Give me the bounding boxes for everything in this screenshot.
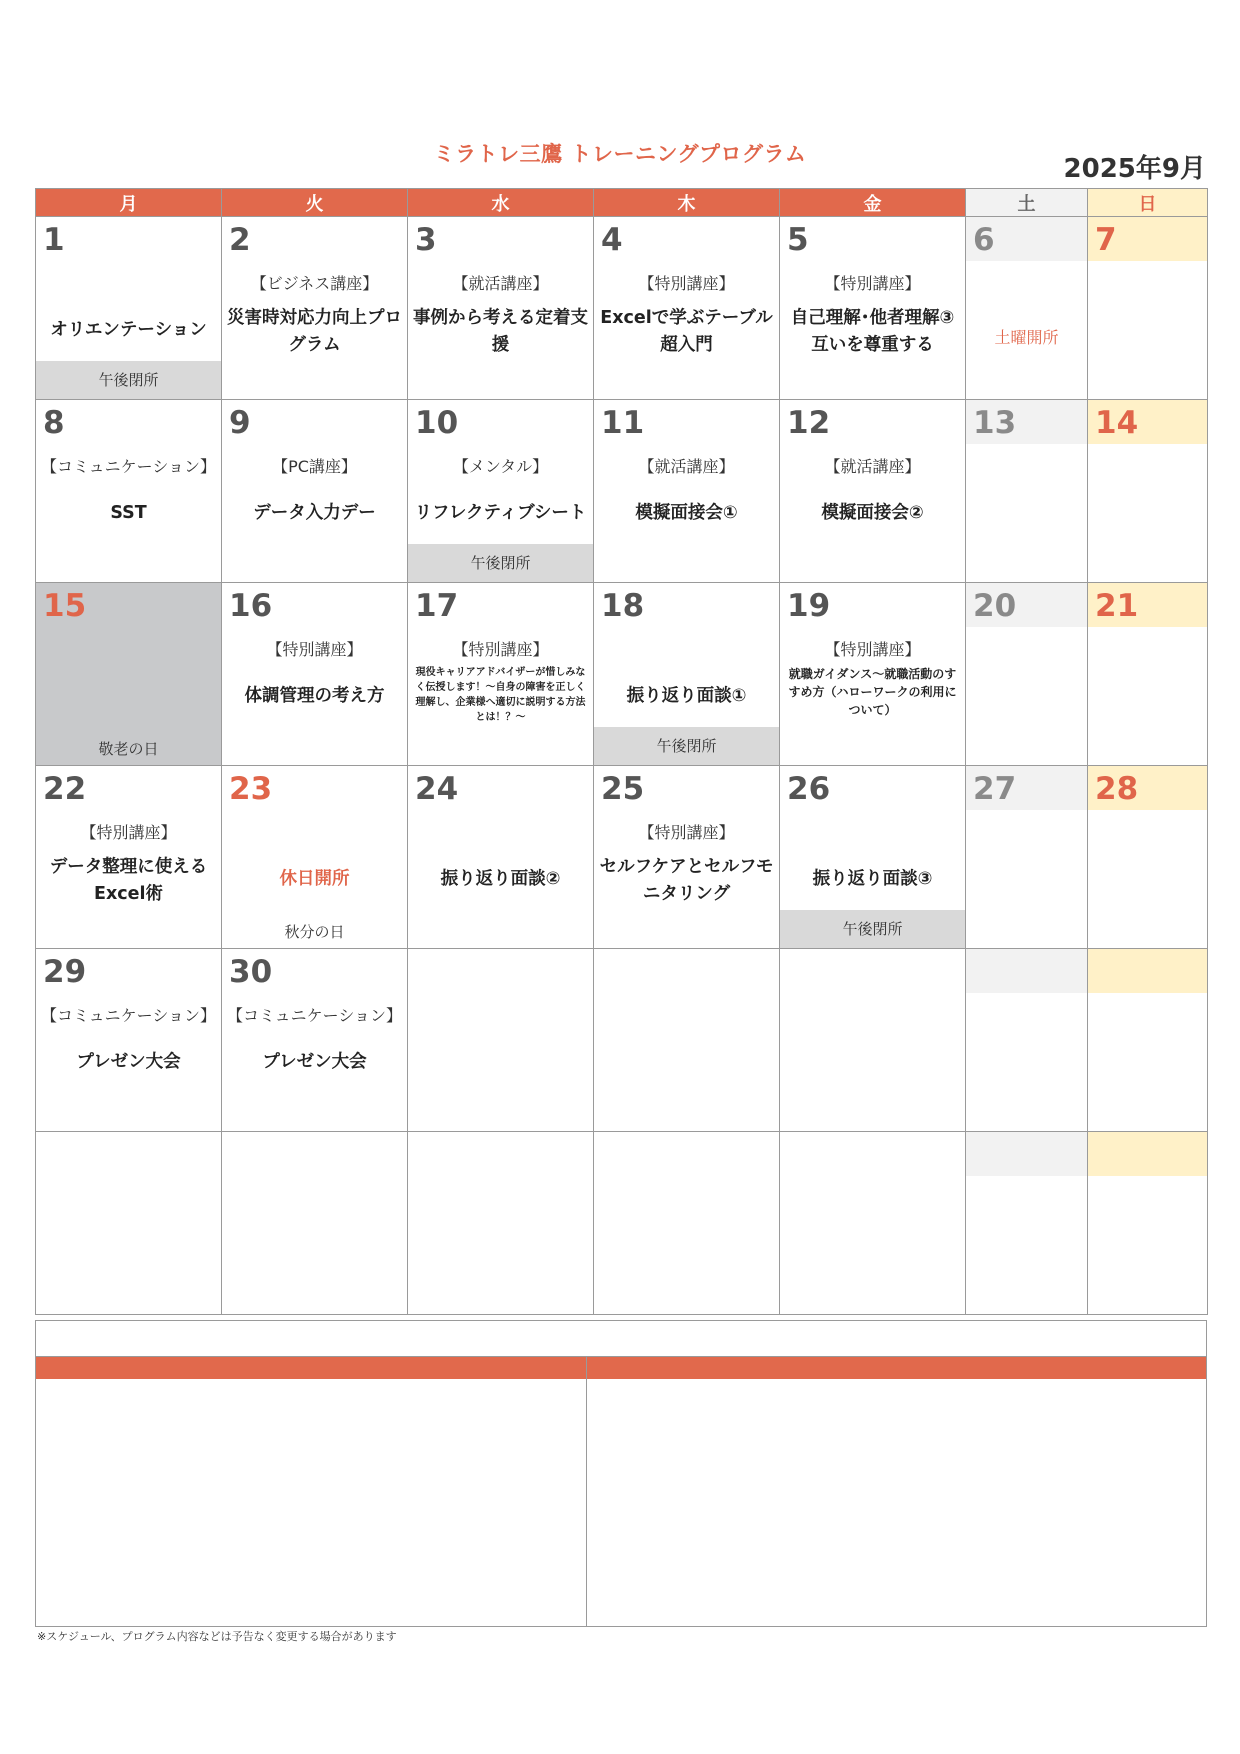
calendar-grid (35, 188, 1208, 1315)
program-title: Excelで学ぶテーブル超入門 (600, 308, 773, 355)
notes-box-left (35, 1356, 587, 1627)
program-title: 振り返り面談③ (812, 869, 933, 889)
program-title: 現役キャリアアドバイザーが惜しみなく伝授します！～自身の障害を正しく理解し、企業様へ適切に説明する方法とは！？～ (415, 667, 586, 723)
sunday-band (1088, 949, 1207, 993)
day-cell-4[interactable] (594, 217, 780, 400)
day-cell-17[interactable] (408, 583, 594, 766)
day-cell-6[interactable] (966, 217, 1088, 400)
day-cell-21[interactable] (1088, 583, 1208, 766)
day-cell-8[interactable] (36, 400, 222, 583)
week-row-3 (36, 583, 1208, 766)
program-title: プレゼン大会 (262, 1052, 367, 1072)
program-category: 【特別講座】 (824, 274, 921, 293)
program-title: 自己理解･他者理解③互いを尊重する (790, 308, 955, 355)
program-title: 振り返り面談① (626, 686, 747, 706)
program-title: 就職ガイダンス～就職活動のすすめ方（ハローワークの利用について） (788, 667, 957, 717)
holiday-name: 敬老の日 (98, 740, 159, 758)
day-cell-7[interactable] (1088, 217, 1208, 400)
closed-note: 午後閉所 (36, 361, 221, 399)
closed-note: 午後閉所 (780, 910, 965, 948)
empty-cell (408, 949, 594, 1132)
day-number: 13 (973, 405, 1017, 441)
day-cell-22[interactable] (36, 766, 222, 949)
program-category: 【特別講座】 (824, 640, 921, 659)
day-number: 2 (229, 222, 251, 258)
weekday-sun: 日 (1088, 189, 1208, 217)
program-title: 事例から考える定着支援 (413, 308, 588, 355)
day-cell-27[interactable] (966, 766, 1088, 949)
day-number: 9 (229, 405, 251, 441)
program-category: 【特別講座】 (638, 274, 735, 293)
day-cell-26[interactable] (780, 766, 966, 949)
page-title: ミラトレ三鷹 トレーニングプログラム (433, 142, 807, 166)
program-category: 【特別講座】 (638, 823, 735, 842)
weekday-wed: 水 (408, 189, 594, 217)
empty-cell (780, 1132, 966, 1315)
day-cell-20[interactable] (966, 583, 1088, 766)
day-cell-12[interactable] (780, 400, 966, 583)
day-cell-18[interactable] (594, 583, 780, 766)
program-category: 【ビジネス講座】 (250, 274, 379, 293)
weekday-sat: 土 (966, 189, 1088, 217)
empty-cell (594, 1132, 780, 1315)
program-category: 【特別講座】 (80, 823, 177, 842)
weekday-fri: 金 (780, 189, 966, 217)
program-category: 【就活講座】 (824, 457, 921, 476)
day-cell-24[interactable] (408, 766, 594, 949)
program-category: 【コミュニケーション】 (40, 1006, 217, 1025)
week-row-1 (36, 217, 1208, 400)
day-cell-23[interactable] (222, 766, 408, 949)
day-cell-25[interactable] (594, 766, 780, 949)
program-title: 体調管理の考え方 (244, 686, 385, 706)
day-cell-3[interactable] (408, 217, 594, 400)
program-title: オリエンテーション (50, 320, 207, 340)
day-number: 23 (229, 771, 273, 807)
holiday-name: 秋分の日 (284, 923, 345, 941)
week-row-5 (36, 949, 1208, 1132)
day-number: 25 (601, 771, 645, 807)
day-number: 27 (973, 771, 1017, 807)
day-cell-14[interactable] (1088, 400, 1208, 583)
day-number: 29 (43, 954, 87, 990)
notes-box-header (36, 1357, 586, 1379)
program-category: 【特別講座】 (266, 640, 363, 659)
day-cell-1[interactable] (36, 217, 222, 400)
program-title: SST (110, 503, 147, 523)
day-number: 26 (787, 771, 831, 807)
day-cell-9[interactable] (222, 400, 408, 583)
program-title: セルフケアとセルフモニタリング (599, 857, 774, 904)
day-number: 17 (415, 588, 459, 624)
program-title: データ入力デー (253, 503, 376, 523)
footnote: ※スケジュール、プログラム内容などは予告なく変更する場合があります (37, 1630, 397, 1643)
day-cell-29[interactable] (36, 949, 222, 1132)
closed-note: 午後閉所 (408, 544, 593, 582)
program-title: 災害時対応力向上プログラム (227, 308, 402, 355)
open-note: 土曜開所 (994, 328, 1059, 347)
notes-box-right (586, 1356, 1207, 1627)
program-title: 模擬面接会② (821, 503, 924, 523)
day-number: 11 (601, 405, 645, 441)
saturday-band (966, 949, 1087, 993)
day-number: 5 (787, 222, 809, 258)
day-cell-19[interactable] (780, 583, 966, 766)
sunday-band (1088, 1132, 1207, 1176)
day-number: 12 (787, 405, 831, 441)
empty-sun-cell (1088, 1132, 1208, 1315)
day-number: 3 (415, 222, 437, 258)
weekday-thu: 木 (594, 189, 780, 217)
saturday-band (966, 1132, 1087, 1176)
program-category: 【就活講座】 (452, 274, 549, 293)
day-cell-30[interactable] (222, 949, 408, 1132)
day-number: 16 (229, 588, 273, 624)
program-category: 【メンタル】 (452, 457, 549, 476)
weekday-header-row (36, 189, 1208, 217)
empty-sat-cell (966, 949, 1088, 1132)
day-number: 6 (973, 222, 995, 258)
day-cell-5[interactable] (780, 217, 966, 400)
day-cell-28[interactable] (1088, 766, 1208, 949)
day-number: 28 (1095, 771, 1139, 807)
empty-cell (408, 1132, 594, 1315)
day-number: 4 (601, 222, 623, 258)
day-number: 18 (601, 588, 645, 624)
day-number: 15 (43, 588, 87, 624)
program-category: 【コミュニケーション】 (226, 1006, 403, 1025)
program-title: 模擬面接会① (635, 503, 738, 523)
weekday-tue: 火 (222, 189, 408, 217)
empty-cell (594, 949, 780, 1132)
day-cell-11[interactable] (594, 400, 780, 583)
day-number: 24 (415, 771, 459, 807)
empty-cell (36, 1132, 222, 1315)
day-number: 19 (787, 588, 831, 624)
empty-cell (222, 1132, 408, 1315)
program-title: データ整理に使えるExcel術 (49, 857, 208, 904)
program-title: プレゼン大会 (76, 1052, 181, 1072)
month-label: 2025年9月 (1063, 154, 1206, 184)
program-category: 【コミュニケーション】 (40, 457, 217, 476)
program-title: 振り返り面談② (440, 869, 561, 889)
day-number: 1 (43, 222, 65, 258)
empty-sat-cell (966, 1132, 1088, 1315)
program-category: 【就活講座】 (638, 457, 735, 476)
day-number: 14 (1095, 405, 1139, 441)
day-cell-15[interactable] (36, 583, 222, 766)
day-cell-16[interactable] (222, 583, 408, 766)
program-category: 【特別講座】 (452, 640, 549, 659)
day-number: 21 (1095, 588, 1139, 624)
day-number: 30 (229, 954, 273, 990)
day-cell-13[interactable] (966, 400, 1088, 583)
day-number: 7 (1095, 222, 1117, 258)
empty-cell (780, 949, 966, 1132)
week-row-2 (36, 400, 1208, 583)
weekday-mon: 月 (36, 189, 222, 217)
day-cell-10[interactable] (408, 400, 594, 583)
day-number: 10 (415, 405, 459, 441)
day-number: 22 (43, 771, 87, 807)
program-title: リフレクティブシート (414, 503, 587, 523)
notes-box-header (587, 1357, 1206, 1379)
program-category: 【PC講座】 (272, 457, 357, 476)
week-row-6 (36, 1132, 1208, 1315)
day-cell-2[interactable] (222, 217, 408, 400)
spacer-strip (35, 1320, 1207, 1356)
empty-sun-cell (1088, 949, 1208, 1132)
day-number: 20 (973, 588, 1017, 624)
day-number: 8 (43, 405, 65, 441)
week-row-4 (36, 766, 1208, 949)
closed-note: 午後閉所 (594, 727, 779, 765)
holiday-open-note: 休日開所 (279, 869, 350, 889)
